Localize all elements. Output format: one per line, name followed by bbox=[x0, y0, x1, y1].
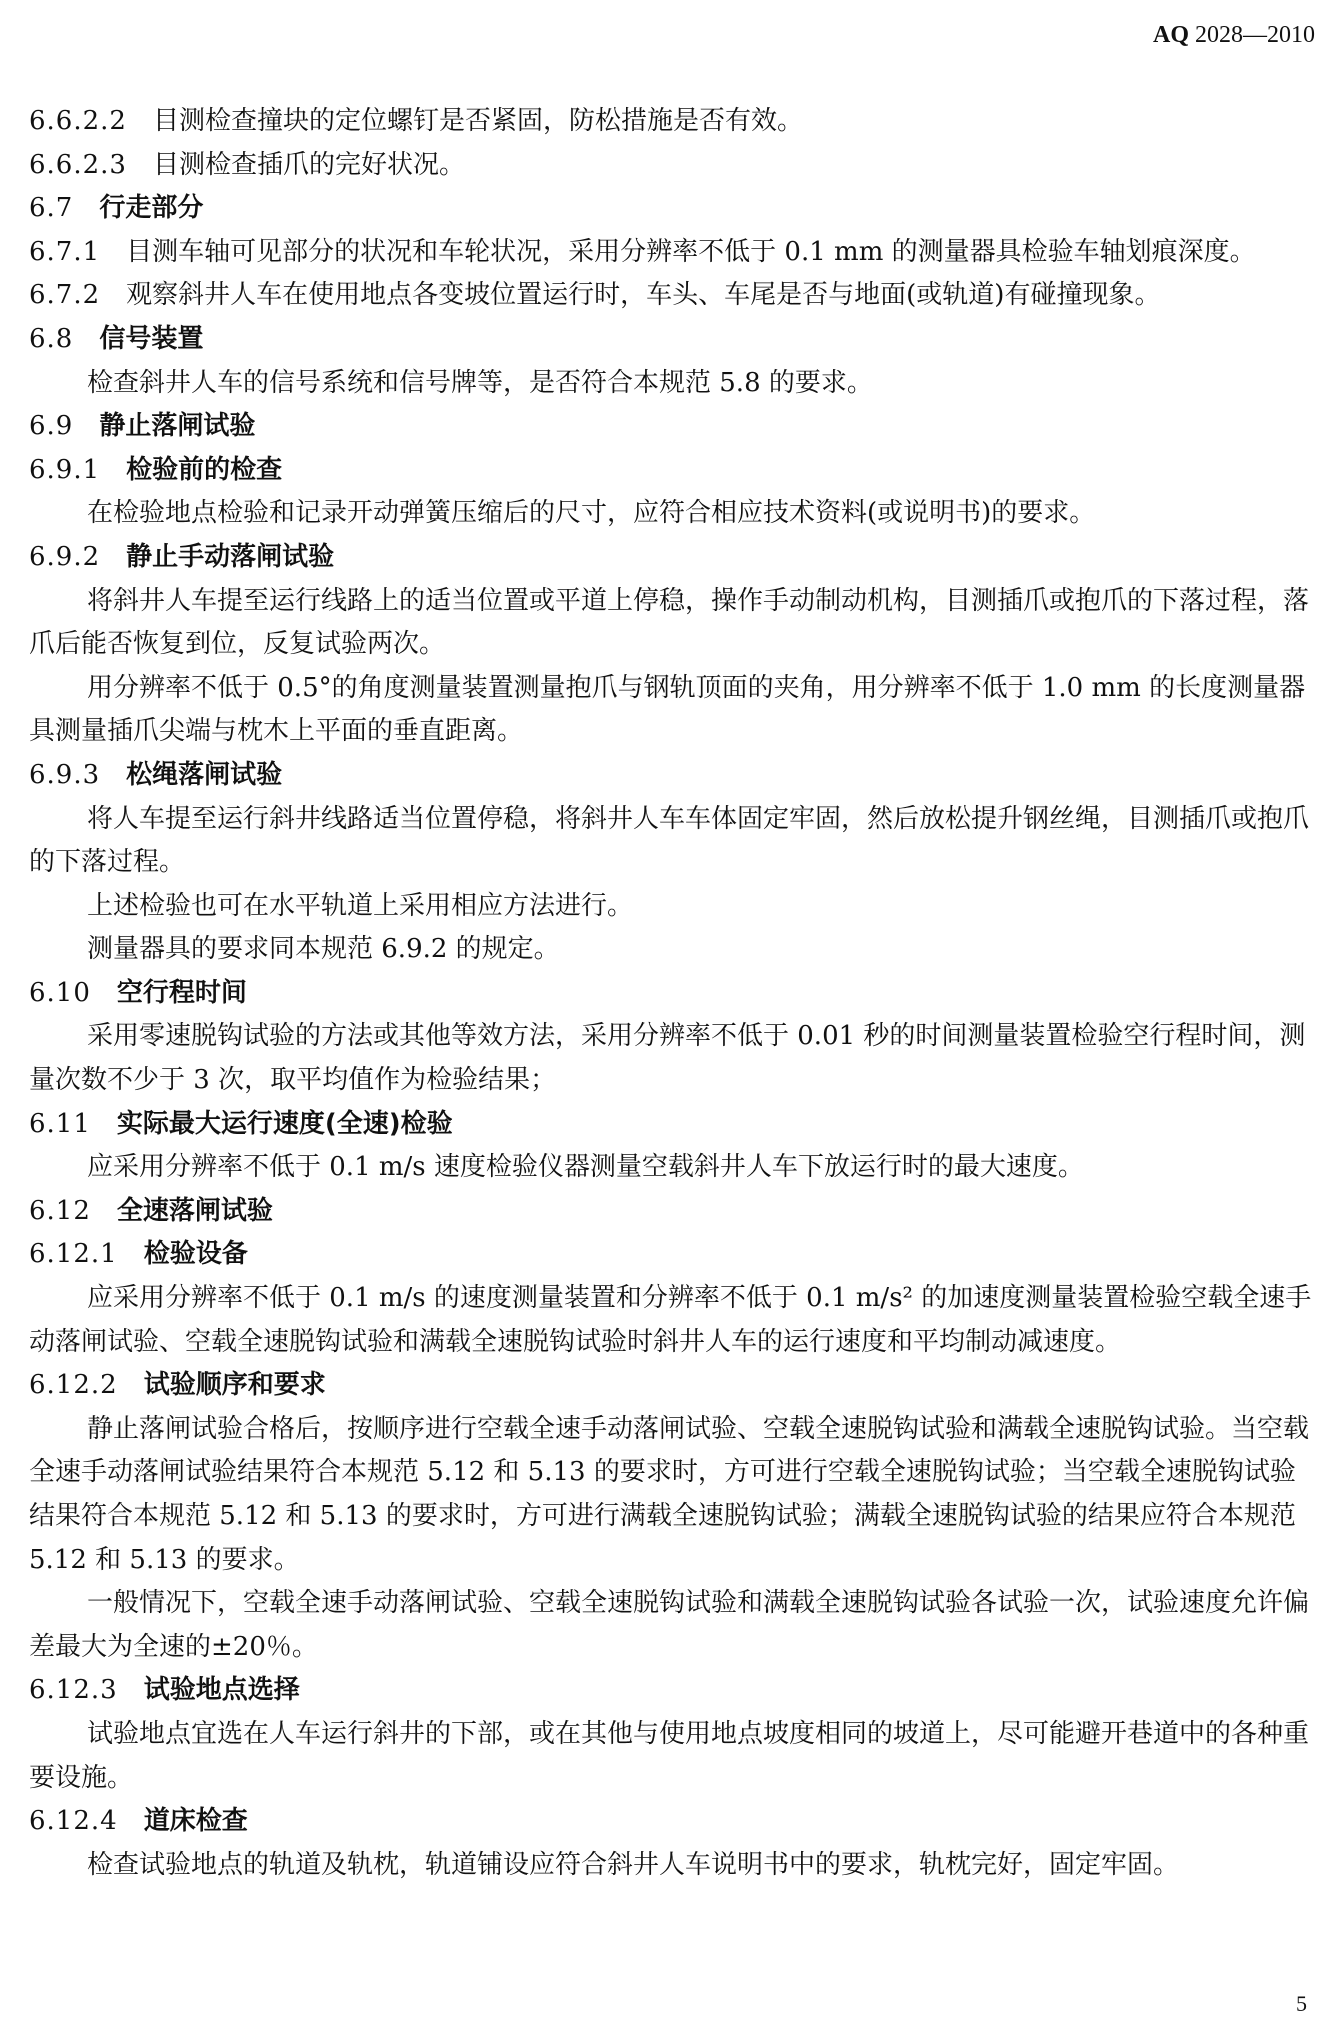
heading-title: 松绳落闸试验 bbox=[126, 759, 283, 790]
paragraph: 在检验地点检验和记录开动弹簧压缩后的尺寸，应符合相应技术资料(或说明书)的要求。 bbox=[87, 498, 1096, 529]
section-heading bbox=[29, 449, 1315, 493]
clause-number: 6.12.4 bbox=[29, 1806, 118, 1837]
section-heading bbox=[29, 318, 1315, 362]
heading-title: 试验顺序和要求 bbox=[143, 1370, 326, 1401]
clause-item bbox=[29, 100, 1315, 144]
paragraph: 将人车提至运行斜井线路适当位置停稳，将斜井人车车体固定牢固，然后放松提升钢丝绳，目测插爪或抱爪的下落过程。 bbox=[29, 803, 1310, 878]
clause-item bbox=[29, 274, 1315, 318]
clause-number: 6.7.1 bbox=[29, 236, 101, 267]
page-header bbox=[1153, 22, 1315, 49]
paragraph: 检查斜井人车的信号系统和信号牌等，是否符合本规范 5.8 的要求。 bbox=[87, 367, 873, 398]
clause-text: 目测车轴可见部分的状况和车轮状况，采用分辨率不低于 0.1 mm 的测量器具检验车轴划痕深度。 bbox=[126, 236, 1256, 267]
heading-title: 全速落闸试验 bbox=[116, 1195, 273, 1226]
paragraph: 将斜井人车提至运行线路上的适当位置或平道上停稳，操作手动制动机构，目测插爪或抱爪的下落过程，落爪后能否恢复到位，反复试验两次。 bbox=[29, 585, 1310, 660]
section-heading bbox=[29, 536, 1315, 580]
heading-title: 实际最大运行速度(全速)检验 bbox=[116, 1108, 453, 1139]
section-heading bbox=[29, 405, 1315, 449]
heading-title: 试验地点选择 bbox=[143, 1675, 300, 1706]
paragraph: 采用零速脱钩试验的方法或其他等效方法，采用分辨率不低于 0.01 秒的时间测量装置检验空行程时间，测量次数不少于 3 次，取平均值作为检验结果； bbox=[29, 1021, 1306, 1096]
clause-number: 6.7 bbox=[29, 193, 74, 224]
section-heading bbox=[29, 1233, 1315, 1277]
standard-prefix: AQ bbox=[1153, 22, 1189, 48]
clause-number: 6.6.2.3 bbox=[29, 149, 127, 180]
section-heading bbox=[29, 1190, 1315, 1234]
paragraph: 一般情况下，空载全速手动落闸试验、空载全速脱钩试验和满载全速脱钩试验各试验一次，试验速度允许偏差最大为全速的±20％。 bbox=[29, 1588, 1310, 1662]
paragraph: 试验地点宜选在人车运行斜井的下部，或在其他与使用地点坡度相同的坡道上，尽可能避开巷道中的各种重要设施。 bbox=[29, 1718, 1310, 1793]
clause-number: 6.12 bbox=[29, 1195, 91, 1226]
page-number: 5 bbox=[1296, 1991, 1307, 2016]
clause-number: 6.9.1 bbox=[29, 454, 101, 485]
clause-number: 6.12.2 bbox=[29, 1370, 118, 1401]
paragraph: 用分辨率不低于 0.5°的角度测量装置测量抱爪与钢轨顶面的夹角，用分辨率不低于 1.0 mm 的长度测量器具测量插爪尖端与枕木上平面的垂直距离。 bbox=[29, 672, 1306, 747]
paragraph: 应采用分辨率不低于 0.1 m/s 的速度测量装置和分辨率不低于 0.1 m/s² 的加速度测量装置检验空载全速手动落闸试验、空载全速脱钩试验和满载全速脱钩试验时斜井人车的运行速度和平均制动减速度。 bbox=[29, 1283, 1312, 1357]
clause-number: 6.8 bbox=[29, 323, 74, 354]
heading-title: 静止落闸试验 bbox=[99, 411, 256, 442]
standard-code: 2028—2010 bbox=[1195, 22, 1315, 48]
document-body bbox=[29, 100, 1315, 1887]
paragraph: 测量器具的要求同本规范 6.9.2 的规定。 bbox=[87, 934, 560, 965]
section-heading bbox=[29, 1364, 1315, 1408]
clause-number: 6.11 bbox=[29, 1108, 91, 1139]
paragraph: 应采用分辨率不低于 0.1 m/s 速度检验仪器测量空载斜井人车下放运行时的最大速度。 bbox=[87, 1152, 1084, 1183]
clause-item bbox=[29, 231, 1315, 275]
section-heading bbox=[29, 1669, 1315, 1713]
section-heading bbox=[29, 754, 1315, 798]
section-heading bbox=[29, 972, 1315, 1016]
section-heading bbox=[29, 1800, 1315, 1844]
clause-number: 6.9.3 bbox=[29, 759, 101, 790]
paragraph: 静止落闸试验合格后，按顺序进行空载全速手动落闸试验、空载全速脱钩试验和满载全速脱钩试验。当空载全速手动落闸试验结果符合本规范 5.12 和 5.13 的要求时，方可进行空载全速脱钩试验；当空载全速脱钩试验结果符合本规范 5.12 和 5.13 的要求时，方可进行满载全速脱钩试验；满载全速脱钩试验的结果应符合本规范 5.12 和 5.13 的要求。 bbox=[29, 1413, 1310, 1575]
clause-number: 6.9.2 bbox=[29, 541, 101, 572]
section-heading bbox=[29, 187, 1315, 231]
heading-title: 行走部分 bbox=[99, 193, 204, 224]
clause-number: 6.7.2 bbox=[29, 280, 101, 311]
heading-title: 空行程时间 bbox=[116, 977, 247, 1008]
clause-number: 6.12.3 bbox=[29, 1675, 118, 1706]
clause-number: 6.12.1 bbox=[29, 1239, 118, 1270]
heading-title: 道床检查 bbox=[143, 1806, 248, 1837]
clause-text: 目测检查撞块的定位螺钉是否紧固，防松措施是否有效。 bbox=[152, 106, 803, 136]
heading-title: 检验设备 bbox=[143, 1239, 248, 1270]
clause-text: 观察斜井人车在使用地点各变坡位置运行时，车头、车尾是否与地面(或轨道)有碰撞现象。 bbox=[126, 280, 1161, 311]
clause-number: 6.6.2.2 bbox=[29, 106, 127, 136]
paragraph: 检查试验地点的轨道及轨枕，轨道铺设应符合斜井人车说明书中的要求，轨枕完好，固定牢固。 bbox=[87, 1849, 1180, 1880]
clause-item bbox=[29, 144, 1315, 188]
clause-text: 目测检查插爪的完好状况。 bbox=[152, 149, 465, 180]
paragraph: 上述检验也可在水平轨道上采用相应方法进行。 bbox=[87, 890, 634, 921]
heading-title: 静止手动落闸试验 bbox=[126, 541, 335, 572]
heading-title: 信号装置 bbox=[99, 323, 204, 354]
section-heading bbox=[29, 1103, 1315, 1147]
clause-number: 6.10 bbox=[29, 977, 91, 1008]
heading-title: 检验前的检查 bbox=[126, 454, 283, 485]
clause-number: 6.9 bbox=[29, 411, 74, 442]
